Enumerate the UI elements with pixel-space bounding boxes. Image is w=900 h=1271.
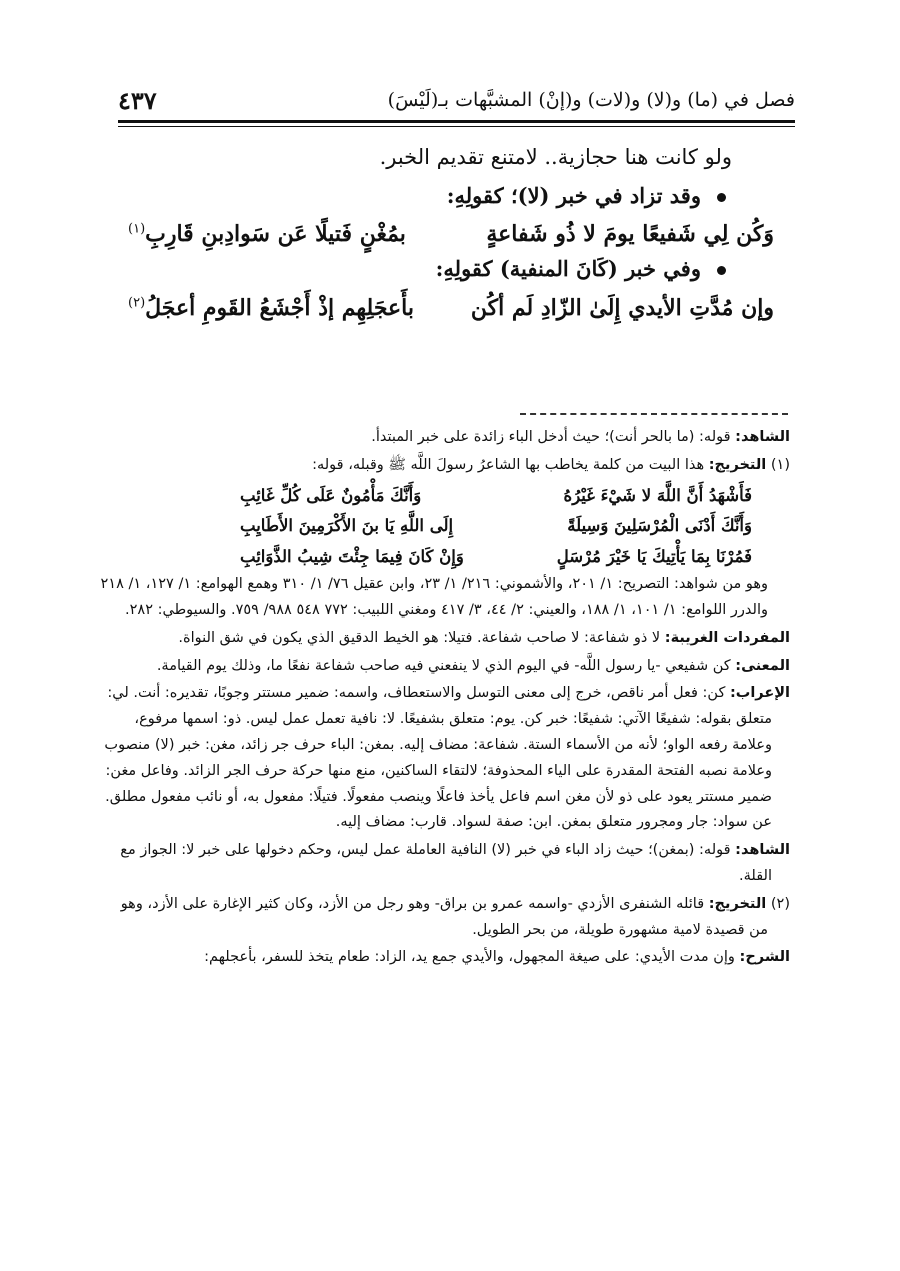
bullet-dot-icon (717, 193, 726, 202)
note-takhrij-1: (١) التخريج: هذا البيت من كلمة يخاطب بها الشاعرُ رسولَ اللَّه ﷺ وقبله، قوله: (312, 456, 790, 473)
footnote-marker: (٢) (128, 295, 146, 311)
quoted-verse: فَأَشْهَدُ أَنَّ اللَّهَ لا شَيْءَ غَيْرُهُ وَأَنَّكَ مَأْمُونٌ عَلَى كُلِّ غَائِبِ (240, 485, 752, 505)
main-paragraph: ولو كانت هنا حجازية.. لامتنع تقديم الخبر. (379, 145, 732, 169)
quoted-verse: فَمُرْنَا بِمَا يَأْتِيكَ يَا خَيْرَ مُرْسَلٍ وَإِنْ كَانَ فِيمَا جِئْتَ شِيبُ الذَّوَائِبِ (240, 546, 752, 566)
note-irab: الإعراب: كن: فعل أمر ناقص، خرج إلى معنى التوسل والاستعطاف، واسمه: ضمير مستتر وجوبًا، تقديره: أنت. لي: متعلق بقوله: شفيعًا الآتي: شفيعًا: خبر كن. يوم: متعلق بشفيعًا. لا: نافية تعمل عمل ليس. ذو: اسمها مرفوع، وعلامة رفعه الواو؛ لأنه من الأسماء الستة. شفاعة: مضاف إليه. بمغن: الباء حرف جر زائد، مغن: خبر (لا) منصوب وعلامة نصبه الفتحة المقدرة على الياء المحذوفة؛ لالتقاء الساكنين، منع منها حركة حرف الجر الزائد. وفاعل مغن: ضمير مستتر يعود على ذو لأن مغن اسم فاعل يأخذ فاعلًا وينصب مفعولًا. فتيلًا: مفعول به، أو نائب مفعول مطلق. عن سواد: جار ومجرور متعلق بمغن. ابن: صفة لسواد. قارب: مضاف إليه. (104, 685, 790, 831)
footnote-marker: (١) (128, 221, 146, 237)
bullet-item (118, 180, 790, 212)
verse-first-hemistich: وإن مُدَّتِ الأيدي إِلَىٰ الزّادِ لَم أكُن (470, 294, 774, 321)
footnote-separator (520, 413, 788, 415)
note-sources: وهو من شواهد: التصريح: ١/ ٢٠١، والأشموني: ٢١٦/ ١/ ٢٣، وابن عقيل ٧٦/ ١/ ٣١٠ وهمع الهوامع: ١/ ١٢٧، ١/ ٢١٨ والدرر اللوامع: ١/ ١٠١، ١/ ١٨٨، والعيني: ٢/ ٤٤، ٣/ ٤١٧ ومغني اللبيب: ٧٧٢ ٥٤٨ ٩٨٨/ ٧٥٩. والسيوطي: ٢٨٢. (100, 576, 768, 618)
note-sharh: الشرح: وإن مدت الأيدي: على صيغة المجهول، والأيدي جمع يد، الزاد: طعام يتخذ للسفر، بأعجلهم: (204, 949, 790, 966)
bullet-text: وفي خبر (كَانَ المنفية) كقولِهِ: (435, 256, 701, 281)
header-rule-thin (118, 126, 795, 127)
note-shahid: الشاهد: قوله: (بمغن)؛ حيث زاد الباء في خبر (لا) النافية العاملة عمل ليس، وحكم دخولها على خبر لا: الجواز مع القلة. (120, 842, 790, 884)
quoted-verse: وَأَنَّكَ أَدْنَى الْمُرْسَلِينَ وَسِيلَةً إِلَى اللَّهِ يَا بنَ الأَكْرَمِينَ الأَطَايِبِ (240, 516, 752, 536)
bullet-text: وقد تزاد في خبر (لا)؛ كقولِهِ: (446, 182, 701, 208)
note-maana: المعنى: كن شفيعي -يا رسول اللَّه- في اليوم الذي لا ينفعني فيه صاحب شفاعة نفعًا ما، وذلك يوم القيامة. (156, 657, 790, 674)
running-title: فصل في (ما) و(لا) و(لات) و(إنْ) المشبَّهات بـ(لَيْسَ) (387, 89, 795, 111)
bullet-dot-icon (717, 266, 726, 275)
page-header (118, 82, 795, 118)
main-text (118, 138, 790, 321)
header-rule-thick (118, 120, 795, 123)
verse-second-hemistich: بمُغْنٍ فَتيلًا عَن سَوادِبنِ قَارِبِ$^{(١)}$ (128, 221, 406, 247)
poem-verse (118, 221, 790, 247)
note-shahid: الشاهد: قوله: (ما بالحر أنت)؛ حيث أدخل الباء زائدة على خبر المبتدأ. (371, 429, 790, 445)
page-number: ٤٣٧ (118, 85, 157, 115)
verse-second-hemistich: بأَعجَلِهِم إذْ أَجْشَعُ القَومِ أعجَلُ$^{(٢)}$ (128, 294, 414, 321)
verse-first-hemistich: وَكُن لِي شَفيعًا يومَ لا ذُو شَفاعةٍ (486, 221, 774, 247)
note-mufradat: المفردات الغريبة: لا ذو شفاعة: لا صاحب شفاعة. فتيلا: هو الخيط الدقيق الذي يكون في شق النواة. (178, 629, 790, 646)
note-takhrij-2: (٢) التخريج: قائله الشنفرى الأزدي -واسمه عمرو بن براق- وهو رجل من الأزد، وكان كثير الإغارة على الأزد، وهو من قصيدة لامية مشهورة طويلة، من بحر الطويل. (120, 895, 790, 938)
poem-verse (118, 295, 790, 321)
footnotes (100, 425, 790, 973)
bullet-item (118, 253, 790, 285)
